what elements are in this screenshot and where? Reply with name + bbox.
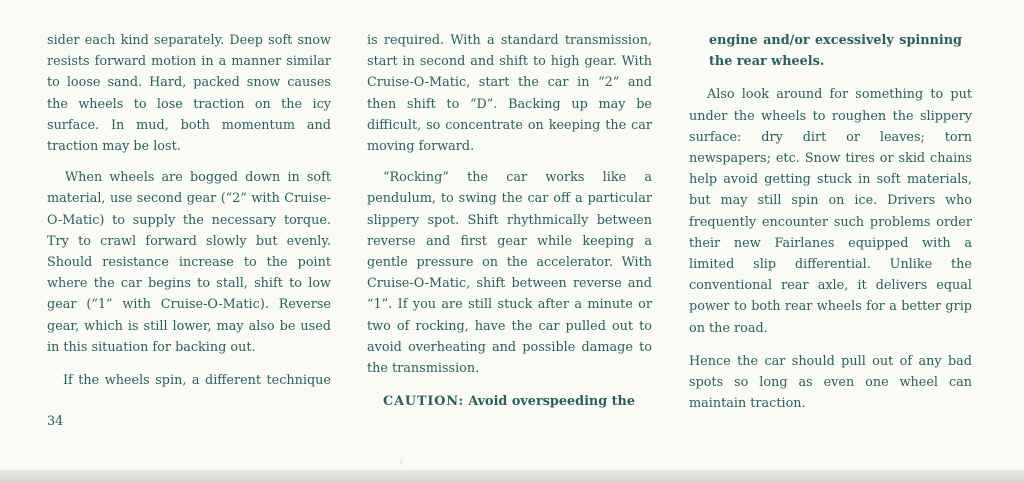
page-number: 34 [47, 414, 64, 429]
caution-text: Avoid overspeeding the [468, 394, 635, 410]
page-bottom-edge [0, 470, 1024, 482]
caution-label: CAUTION: [383, 394, 465, 410]
paragraph-pull-out: Hence the car should pull out of any bad spots so long as even one wheel can maintain traction. [689, 353, 972, 412]
paragraph-roughen-surface: Also look around for something to put under the wheels to roughen the slippery surface: dry dirt or leaves; torn newspapers; etc. Snow tires or skid chains help avoid getting stuck in soft materials, but may still spin on ice. Drivers who frequently encounter such problems order their new Fairlanes equipped with a limited slip differential. Unlike the conventional rear axle, it delivers equal power to both rear wheels for a better grip on the road. [689, 87, 972, 336]
text-column-1 [47, 30, 331, 391]
paragraph-engine-overspeed: engine and/or excessively spinning the rear wheels. [709, 33, 962, 70]
text-column-3 [689, 30, 972, 414]
paragraph-rocking: “Rocking” the car works like a pendulum, to swing the car off a particular slippery spot. Shift rhythmically between reverse and first gear while keeping a gentle pressure on the accelerator. With Cruise-O-Matic, shift between reverse and “1”. If you are still stuck after a minute or two of rocking, have the car pulled out to avoid overheating and possible damage to the transmission. [367, 170, 652, 377]
paragraph-standard-transmission: is required. With a standard transmission, start in second and shift to high gear. With Cruise-O-Matic, start the car in “2” and then shift to “D”. Backing up may be difficult, so concentrate on keeping the car moving forward. [367, 33, 652, 155]
paragraph-loose-sand: sider each kind separately. Deep soft snow resists forward motion in a manner similar to loose sand. Hard, packed snow causes the wheels to lose traction on the icy surface. In mud, both momentum and traction may be lost. [47, 33, 331, 155]
text-column-2 [367, 30, 652, 412]
caution-line [367, 391, 652, 412]
paragraph-wheels-spin: If the wheels spin, a different technique [63, 373, 331, 389]
page-gutter-mark [400, 459, 402, 465]
paragraph-bogged-down: When wheels are bogged down in soft material, use second gear (“2” with Cruise-O-Matic) to supply the necessary torque. Try to crawl forward slowly but evenly. Should resistance increase to the point where the car begins to stall, shift to low gear (“1” with Cruise-O-Matic). Reverse gear, which is still lower, may also be used in this situation for backing out. [47, 170, 331, 355]
